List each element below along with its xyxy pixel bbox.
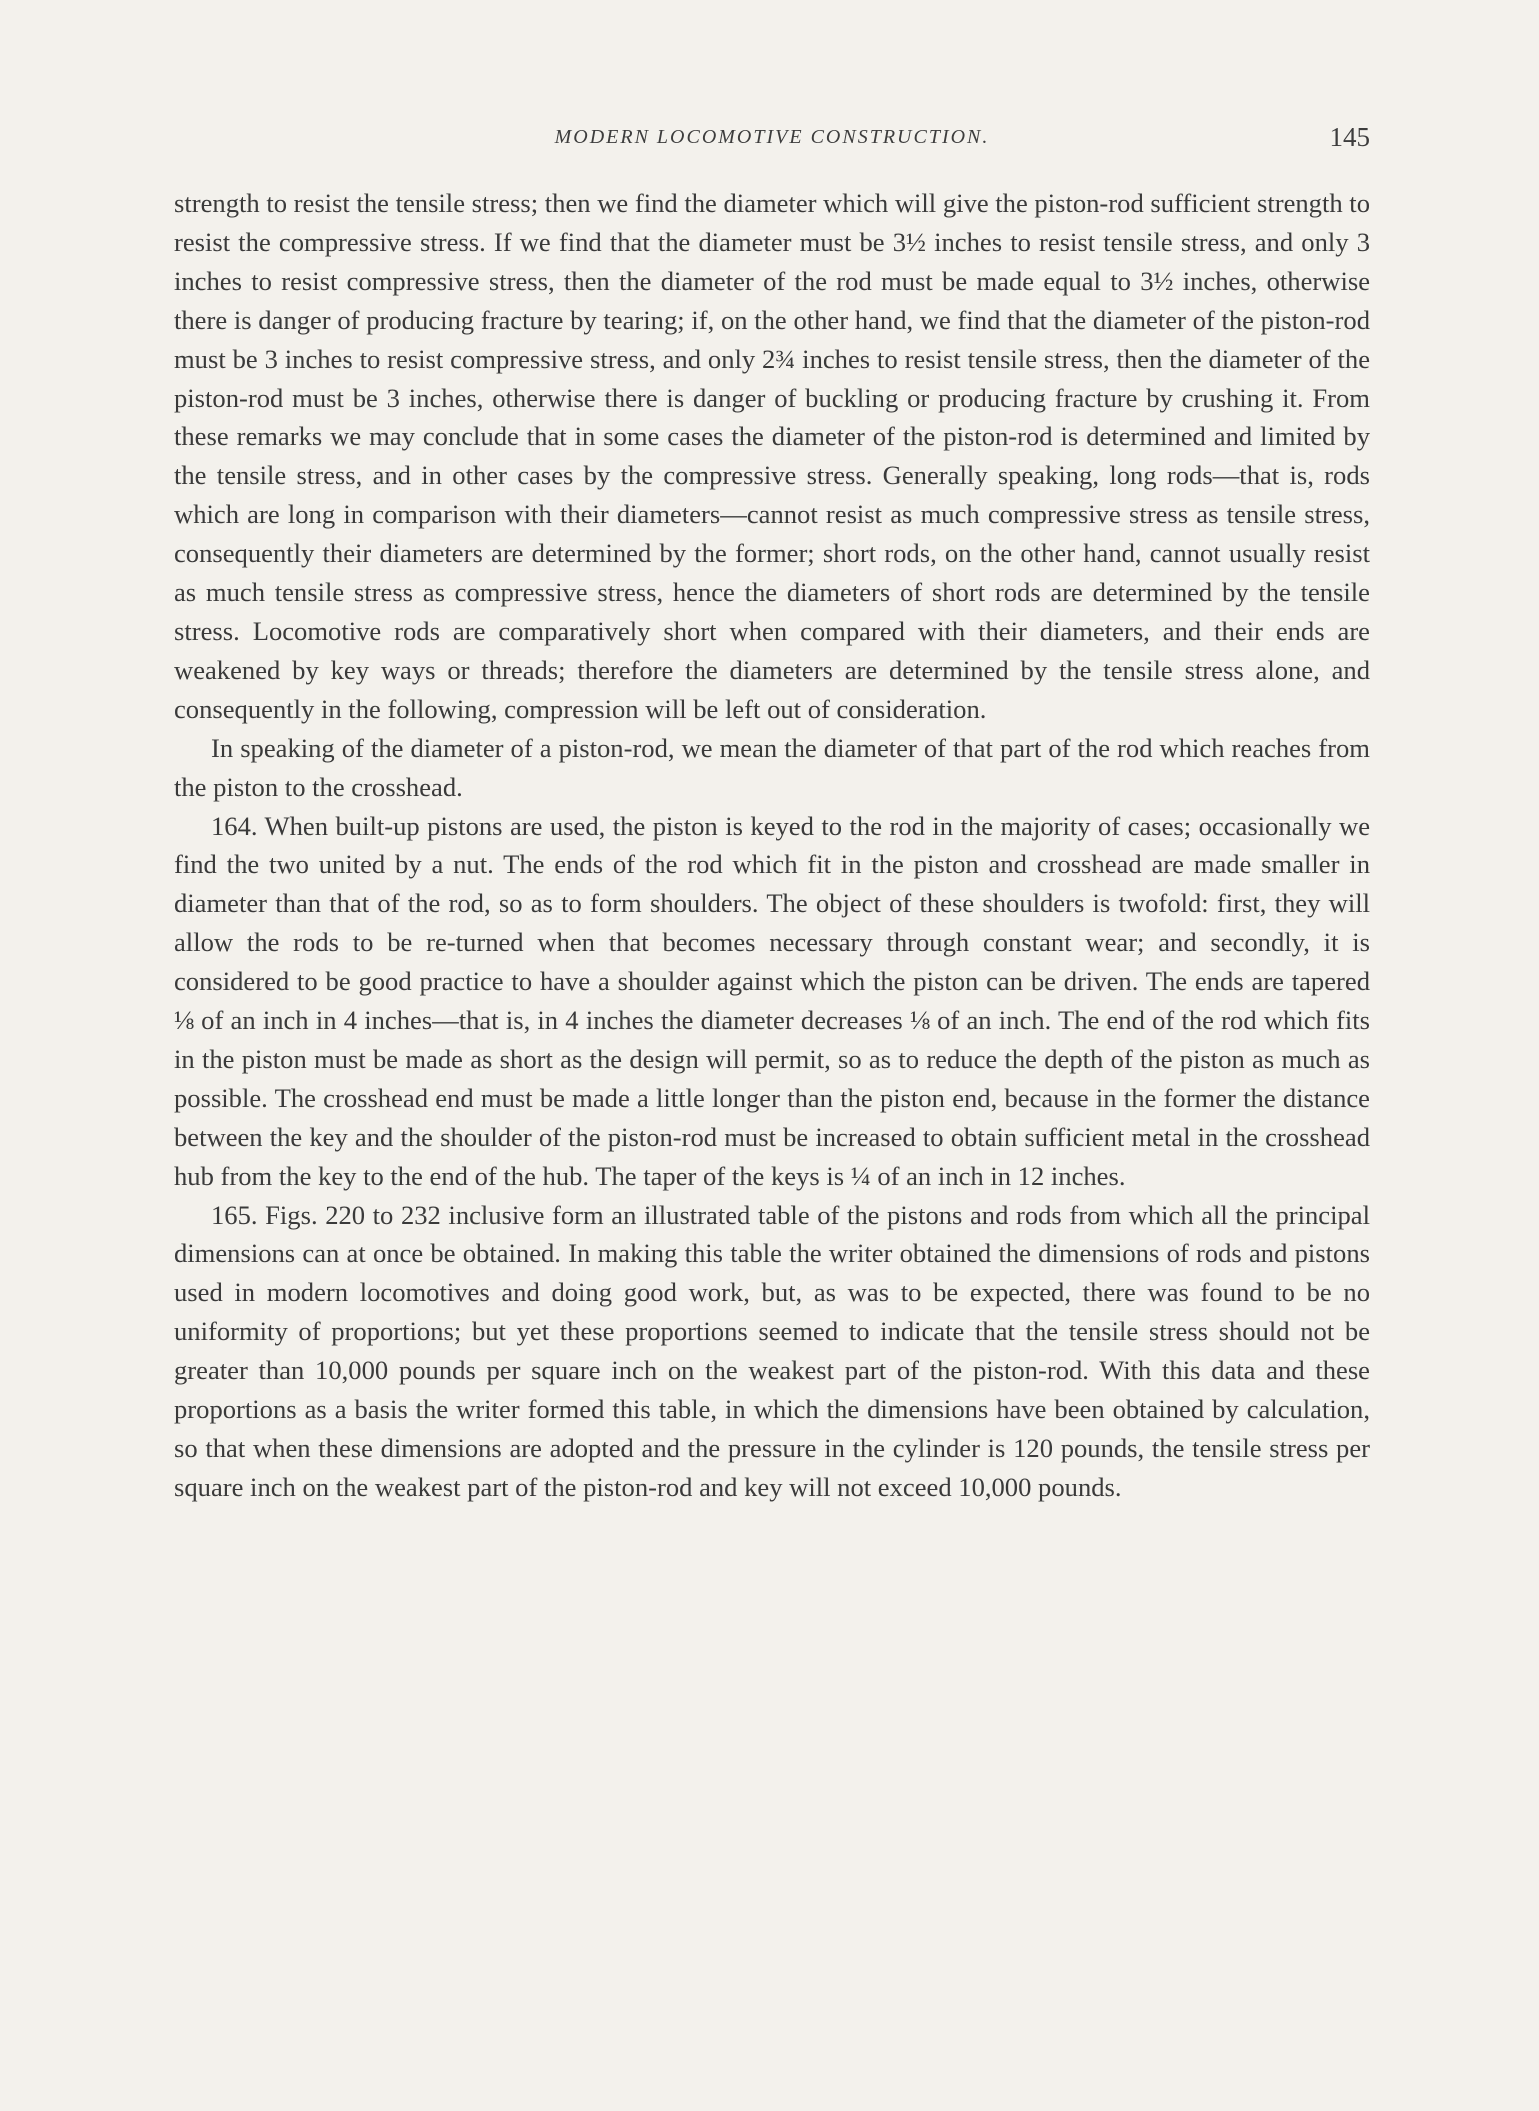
body-text (174, 184, 1370, 1507)
running-title: MODERN LOCOMOTIVE CONSTRUCTION. (554, 126, 990, 148)
paragraph-continued: strength to resist the tensile stress; then we find the diameter which will give the piston-rod sufficient strength to resist the compressive stress. If we find that the diameter must be 3½ inches to resist tensile stress, and only 3 inches to resist compressive stress, then the diameter of the rod must be made equal to 3½ inches, otherwise there is danger of producing fracture by tearing; if, on the other hand, we find that the diameter of the piston-rod must be 3 inches to resist compressive stress, and only 2¾ inches to resist tensile stress, then the diameter of the piston-rod must be 3 inches, otherwise there is danger of buckling or producing fracture by crushing it. From these remarks we may conclude that in some cases the diameter of the piston-rod is determined and limited by the tensile stress, and in other cases by the compressive stress. Generally speaking, long rods—that is, rods which are long in comparison with their diameters—cannot resist as much compressive stress as tensile stress, consequently their diameters are determined by the former; short rods, on the other hand, cannot usually resist as much tensile stress as compressive stress, hence the diameters of short rods are determined by the tensile stress. Locomotive rods are comparatively short when compared with their diameters, and their ends are weakened by key ways or threads; therefore the diameters are determined by the tensile stress alone, and consequently in the following, compression will be left out of consideration. (174, 188, 1370, 724)
paragraph-piston-rod-diameter: In speaking of the diameter of a piston-rod, we mean the diameter of that part of the rod which reaches from the piston to the crosshead. (174, 732, 1370, 802)
paragraph-section-165: 165. Figs. 220 to 232 inclusive form an illustrated table of the pistons and rods from which all the principal dimensions can at once be obtained. In making this table the writer obtained the dimensions of rods and pistons used in modern locomotives and doing good work, but, as was to be expected, there was found to be no uniformity of proportions; but yet these proportions seemed to indicate that the tensile stress should not be greater than 10,000 pounds per square inch on the weakest part of the piston-rod. With this data and these proportions as a basis the writer formed this table, in which the dimensions have been obtained by calculation, so that when these dimensions are adopted and the pressure in the cylinder is 120 pounds, the tensile stress per square inch on the weakest part of the piston-rod and key will not exceed 10,000 pounds. (174, 1199, 1370, 1502)
page-number: 145 (1329, 122, 1370, 152)
paragraph-section-164: 164. When built-up pistons are used, the piston is keyed to the rod in the majority of cases; occasionally we find the two united by a nut. The ends of the rod which fit in the piston and crosshead are made smaller in diameter than that of the rod, so as to form shoulders. The object of these shoulders is twofold: first, they will allow the rods to be re-turned when that becomes necessary through constant wear; and secondly, it is considered to be good practice to have a shoulder against which the piston can be driven. The ends are tapered ⅛ of an inch in 4 inches—that is, in 4 inches the diameter decreases ⅛ of an inch. The end of the rod which fits in the piston must be made as short as the design will permit, so as to reduce the depth of the piston as much as possible. The crosshead end must be made a little longer than the piston end, because in the former the distance between the key and the shoulder of the piston-rod must be increased to obtain sufficient metal in the crosshead hub from the key to the end of the hub. The taper of the keys is ¼ of an inch in 12 inches. (174, 810, 1370, 1191)
running-head (174, 122, 1370, 152)
